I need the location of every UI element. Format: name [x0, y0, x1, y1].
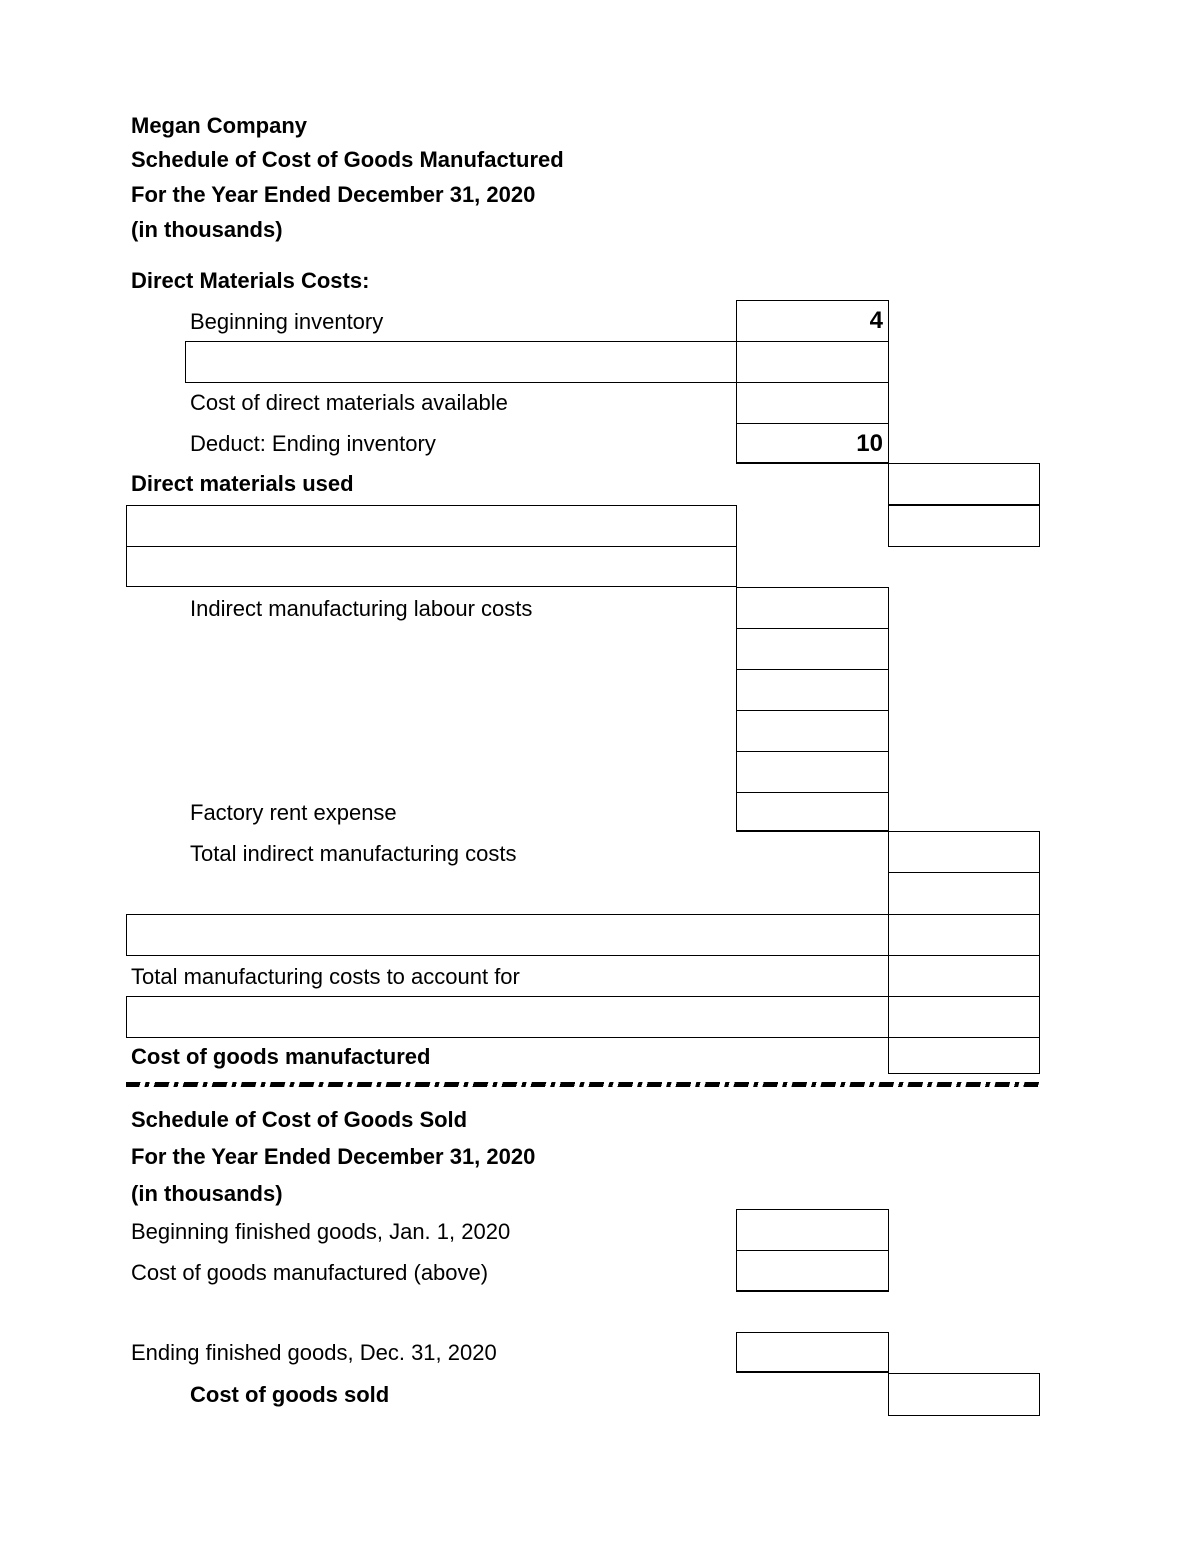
factory-rent-cell[interactable]	[736, 792, 889, 832]
ending-fg-underline	[736, 1371, 889, 1373]
purchases-label-input[interactable]	[185, 341, 737, 383]
dm-used-cell[interactable]	[888, 463, 1040, 505]
cogs-title: Schedule of Cost of Goods Sold	[131, 1107, 468, 1132]
cogs-label: Cost of goods sold	[190, 1382, 390, 1407]
direct-labour-value-cell[interactable]	[888, 505, 1040, 547]
factory-rent-label: Factory rent expense	[190, 800, 397, 825]
schedule-title: Schedule of Cost of Goods Manufactured	[131, 147, 564, 172]
wip-beginning-value-cell[interactable]	[888, 914, 1040, 956]
company-name: Megan Company	[131, 113, 308, 138]
indirect-cost-cell-3[interactable]	[736, 669, 889, 711]
goods-available-underline	[736, 1290, 889, 1292]
total-manufacturing-costs-cell[interactable]	[888, 872, 1040, 915]
wip-ending-value-cell[interactable]	[888, 996, 1040, 1038]
period-label: For the Year Ended December 31, 2020	[131, 182, 536, 207]
indirect-underline	[736, 830, 889, 832]
indirect-labour-label: Indirect manufacturing labour costs	[190, 596, 533, 621]
cogs-units: (in thousands)	[131, 1181, 283, 1206]
subtotal-underline	[736, 462, 889, 464]
total-to-account-label: Total manufacturing costs to account for	[131, 964, 520, 989]
beginning-inventory-value: 4	[869, 307, 883, 334]
indirect-heading-input[interactable]	[126, 546, 737, 587]
indirect-cost-cell-5[interactable]	[736, 751, 889, 793]
units-label: (in thousands)	[131, 217, 283, 242]
cogs-period: For the Year Ended December 31, 2020	[131, 1144, 536, 1169]
beginning-inventory-label: Beginning inventory	[190, 309, 384, 334]
dm-used-label: Direct materials used	[131, 471, 354, 496]
direct-labour-label-input[interactable]	[126, 505, 737, 547]
cost-available-label: Cost of direct materials available	[190, 390, 508, 415]
beginning-fg-label: Beginning finished goods, Jan. 1, 2020	[131, 1219, 511, 1244]
cogm-cell[interactable]	[888, 1037, 1040, 1074]
cogm-label: Cost of goods manufactured	[131, 1044, 431, 1069]
beginning-fg-cell[interactable]	[736, 1209, 889, 1251]
ending-inventory-value: 10	[856, 430, 883, 457]
indirect-cost-cell-2[interactable]	[736, 628, 889, 670]
cogs-cell[interactable]	[888, 1373, 1040, 1416]
wip-ending-label-input[interactable]	[126, 996, 889, 1038]
cogm-above-cell[interactable]	[736, 1250, 889, 1291]
indirect-cost-cell-4[interactable]	[736, 710, 889, 752]
cogm-above-label: Cost of goods manufactured (above)	[131, 1260, 489, 1285]
total-indirect-label: Total indirect manufacturing costs	[190, 841, 517, 866]
ending-fg-cell[interactable]	[736, 1332, 889, 1373]
section-divider	[126, 1082, 1040, 1087]
total-to-account-cell[interactable]	[888, 955, 1040, 997]
indirect-labour-cell[interactable]	[736, 587, 889, 629]
cost-available-cell[interactable]	[736, 382, 889, 424]
purchases-value-cell[interactable]	[736, 341, 889, 383]
wip-beginning-label-input[interactable]	[126, 914, 889, 956]
direct-materials-heading: Direct Materials Costs:	[131, 268, 370, 293]
ending-fg-label: Ending finished goods, Dec. 31, 2020	[131, 1340, 497, 1365]
total-indirect-cell[interactable]	[888, 831, 1040, 873]
ending-inventory-label: Deduct: Ending inventory	[190, 431, 436, 456]
